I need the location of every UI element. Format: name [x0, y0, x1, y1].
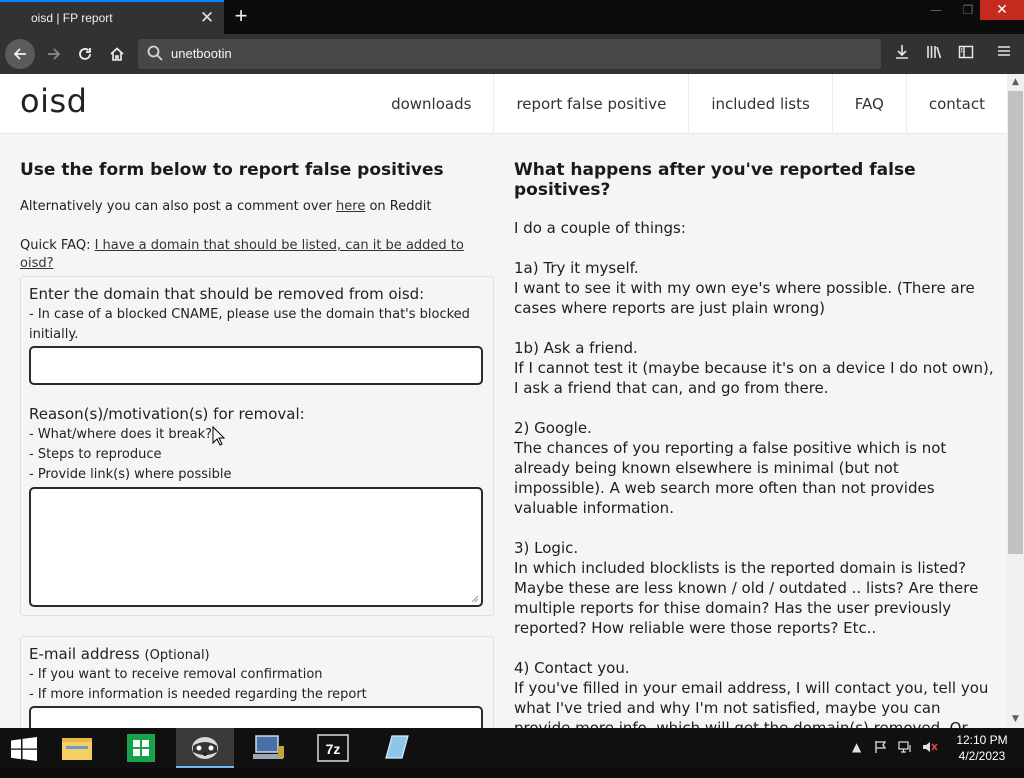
- taskbar-clock[interactable]: [950, 732, 1014, 764]
- flag-icon: [874, 740, 888, 754]
- site-menu: [369, 74, 1007, 134]
- step-title: 1a) Try it myself.: [514, 259, 639, 277]
- step-title: 2) Google.: [514, 419, 592, 437]
- reason-hint-1: - What/where does it break?: [29, 427, 213, 442]
- tab-close-icon[interactable]: ✕: [199, 8, 215, 28]
- taskbar-raccoon-app[interactable]: [176, 728, 234, 768]
- email-label-text: E-mail address: [29, 645, 140, 663]
- 7zip-icon: [304, 728, 362, 768]
- form-intro: [20, 160, 494, 273]
- site-logo[interactable]: oisd: [20, 82, 88, 120]
- hamburger-menu-icon: [996, 43, 1012, 59]
- reason-hint-2: - Steps to reproduce: [29, 447, 162, 462]
- domain-input[interactable]: [29, 346, 483, 385]
- window-minimize-button[interactable]: —: [930, 3, 942, 17]
- info-heading: What happens after you've reported false positives?: [514, 160, 916, 200]
- clock-date: 4/2/2023: [958, 749, 1006, 763]
- faq-link[interactable]: I have a domain that should be listed, can it be added to oisd?: [20, 238, 464, 271]
- info-intro: I do a couple of things:: [514, 219, 686, 237]
- info-column: [514, 160, 994, 778]
- scroll-up-icon[interactable]: ▲: [1012, 77, 1019, 87]
- reason-label: Reason(s)/motivation(s) for removal:: [29, 405, 305, 423]
- address-bar[interactable]: [138, 39, 881, 69]
- notepad-icon: [368, 728, 426, 768]
- library-button[interactable]: [923, 43, 945, 65]
- info-step: [514, 338, 994, 398]
- url-text[interactable]: unetbootin: [171, 46, 232, 61]
- network-icon: [898, 740, 914, 754]
- taskbar-7zip[interactable]: [304, 728, 362, 768]
- quick-faq: [20, 237, 494, 273]
- tray-action-center-icon[interactable]: [874, 740, 888, 757]
- tray-overflow-icon[interactable]: ▲: [852, 740, 862, 754]
- svg-text:7z: 7z: [325, 741, 341, 757]
- step-title: 4) Contact you.: [514, 659, 630, 677]
- forward-arrow-icon: [46, 46, 62, 62]
- menu-item-report-false-positive[interactable]: report false positive: [493, 74, 688, 134]
- step-text: If you've filled in your email address, I will contact you, tell you what I've tried and why I'm not satisfied, maybe you can: [514, 679, 989, 717]
- raccoon-app-icon: [176, 728, 234, 768]
- tab-active[interactable]: [0, 0, 224, 34]
- sidebar-icon: [957, 43, 975, 61]
- taskbar-notepad[interactable]: [368, 728, 426, 768]
- tray-network-icon[interactable]: [898, 740, 914, 757]
- download-icon: [893, 43, 911, 61]
- downloads-button[interactable]: [891, 43, 913, 65]
- step-title: 3) Logic.: [514, 539, 579, 557]
- info-step: [514, 418, 994, 518]
- home-button[interactable]: [102, 39, 132, 69]
- file-explorer-icon: [48, 728, 106, 768]
- reload-button[interactable]: [70, 39, 100, 69]
- mouse-cursor-icon: [212, 426, 225, 446]
- browser-titlebar: [0, 0, 1024, 34]
- menu-item-included-lists[interactable]: included lists: [688, 74, 831, 134]
- tab-title: oisd | FP report: [31, 11, 113, 25]
- reload-icon: [77, 46, 93, 62]
- resize-handle-icon[interactable]: [470, 594, 479, 603]
- alt-prefix: Alternatively you can also post a comment over: [20, 199, 337, 214]
- domain-hint: - In case of a blocked CNAME, please use the domain that's blocked initially.: [29, 307, 470, 342]
- home-icon: [109, 46, 125, 62]
- taskbar-computer-app[interactable]: [240, 728, 298, 768]
- step-text: If I cannot test it (maybe because it's on a device I do not own), I ask a friend that can, and go from there.: [514, 359, 994, 397]
- alternative-note: [20, 198, 494, 216]
- new-tab-button[interactable]: +: [234, 3, 248, 28]
- step-text: The chances of you reporting a false positive which is not already being known elsewhere is minimal (but not impossible). A web search more often than not provides valuable information.: [514, 439, 947, 517]
- taskbar-file-explorer[interactable]: [48, 728, 106, 768]
- info-body: [514, 218, 994, 758]
- menu-item-contact[interactable]: contact: [906, 74, 1007, 134]
- tray-volume-icon[interactable]: [922, 740, 938, 757]
- volume-muted-icon: [922, 740, 938, 754]
- domain-label: Enter the domain that should be removed from oisd:: [29, 285, 425, 303]
- hamburger-menu-button[interactable]: [993, 43, 1015, 65]
- step-text: In which included blocklists is the reported domain is listed? Maybe these are less known / old / outdated .. lists? Are there multiple reports for thise domain? Has the user previously reported? How reliable were those reports? Etc..: [514, 559, 979, 637]
- info-step: [514, 258, 994, 318]
- menu-item-downloads[interactable]: downloads: [391, 95, 472, 113]
- step-text: I want to see it with my own eye's where possible. (There are cases where reports are just plain wrong): [514, 279, 975, 317]
- scroll-down-icon[interactable]: ▼: [1012, 714, 1019, 724]
- search-icon: [146, 44, 164, 62]
- page-scrollbar[interactable]: [1007, 74, 1024, 728]
- browser-navbar: [0, 34, 1024, 74]
- computer-app-icon: [240, 728, 298, 768]
- domain-reason-fieldset: [20, 276, 494, 616]
- site-header: [0, 74, 1007, 134]
- windows-taskbar: [0, 728, 1024, 768]
- scroll-thumb[interactable]: [1008, 91, 1023, 554]
- faq-prefix: Quick FAQ:: [20, 238, 95, 253]
- form-heading: Use the form below to report false positives: [20, 160, 444, 180]
- back-button[interactable]: [5, 39, 35, 69]
- reddit-link[interactable]: here: [336, 199, 366, 214]
- email-hint-1: - If you want to receive removal confirmation: [29, 667, 323, 682]
- forward-button[interactable]: [39, 39, 69, 69]
- email-hint-2: - If more information is needed regarding the report: [29, 687, 367, 702]
- reason-hint-3: - Provide link(s) where possible: [29, 467, 232, 482]
- window-close-button[interactable]: ✕: [980, 0, 1024, 20]
- alt-suffix: on Reddit: [365, 199, 432, 214]
- step-title: 1b) Ask a friend.: [514, 339, 638, 357]
- reason-textarea[interactable]: [29, 487, 483, 607]
- clock-time: 12:10 PM: [956, 733, 1008, 747]
- info-step: [514, 538, 994, 638]
- library-icon: [925, 43, 943, 61]
- windows-start-icon: [0, 728, 48, 768]
- taskbar-store[interactable]: [112, 728, 170, 768]
- email-optional: (Optional): [144, 648, 210, 663]
- store-icon: [112, 728, 170, 768]
- back-arrow-icon: [12, 46, 28, 62]
- sidebar-button[interactable]: [955, 43, 977, 65]
- email-label: [29, 645, 485, 663]
- menu-item-faq[interactable]: FAQ: [832, 74, 906, 134]
- page-viewport: [0, 74, 1007, 728]
- window-maximize-button[interactable]: ❐: [962, 3, 974, 17]
- start-button[interactable]: [0, 728, 48, 768]
